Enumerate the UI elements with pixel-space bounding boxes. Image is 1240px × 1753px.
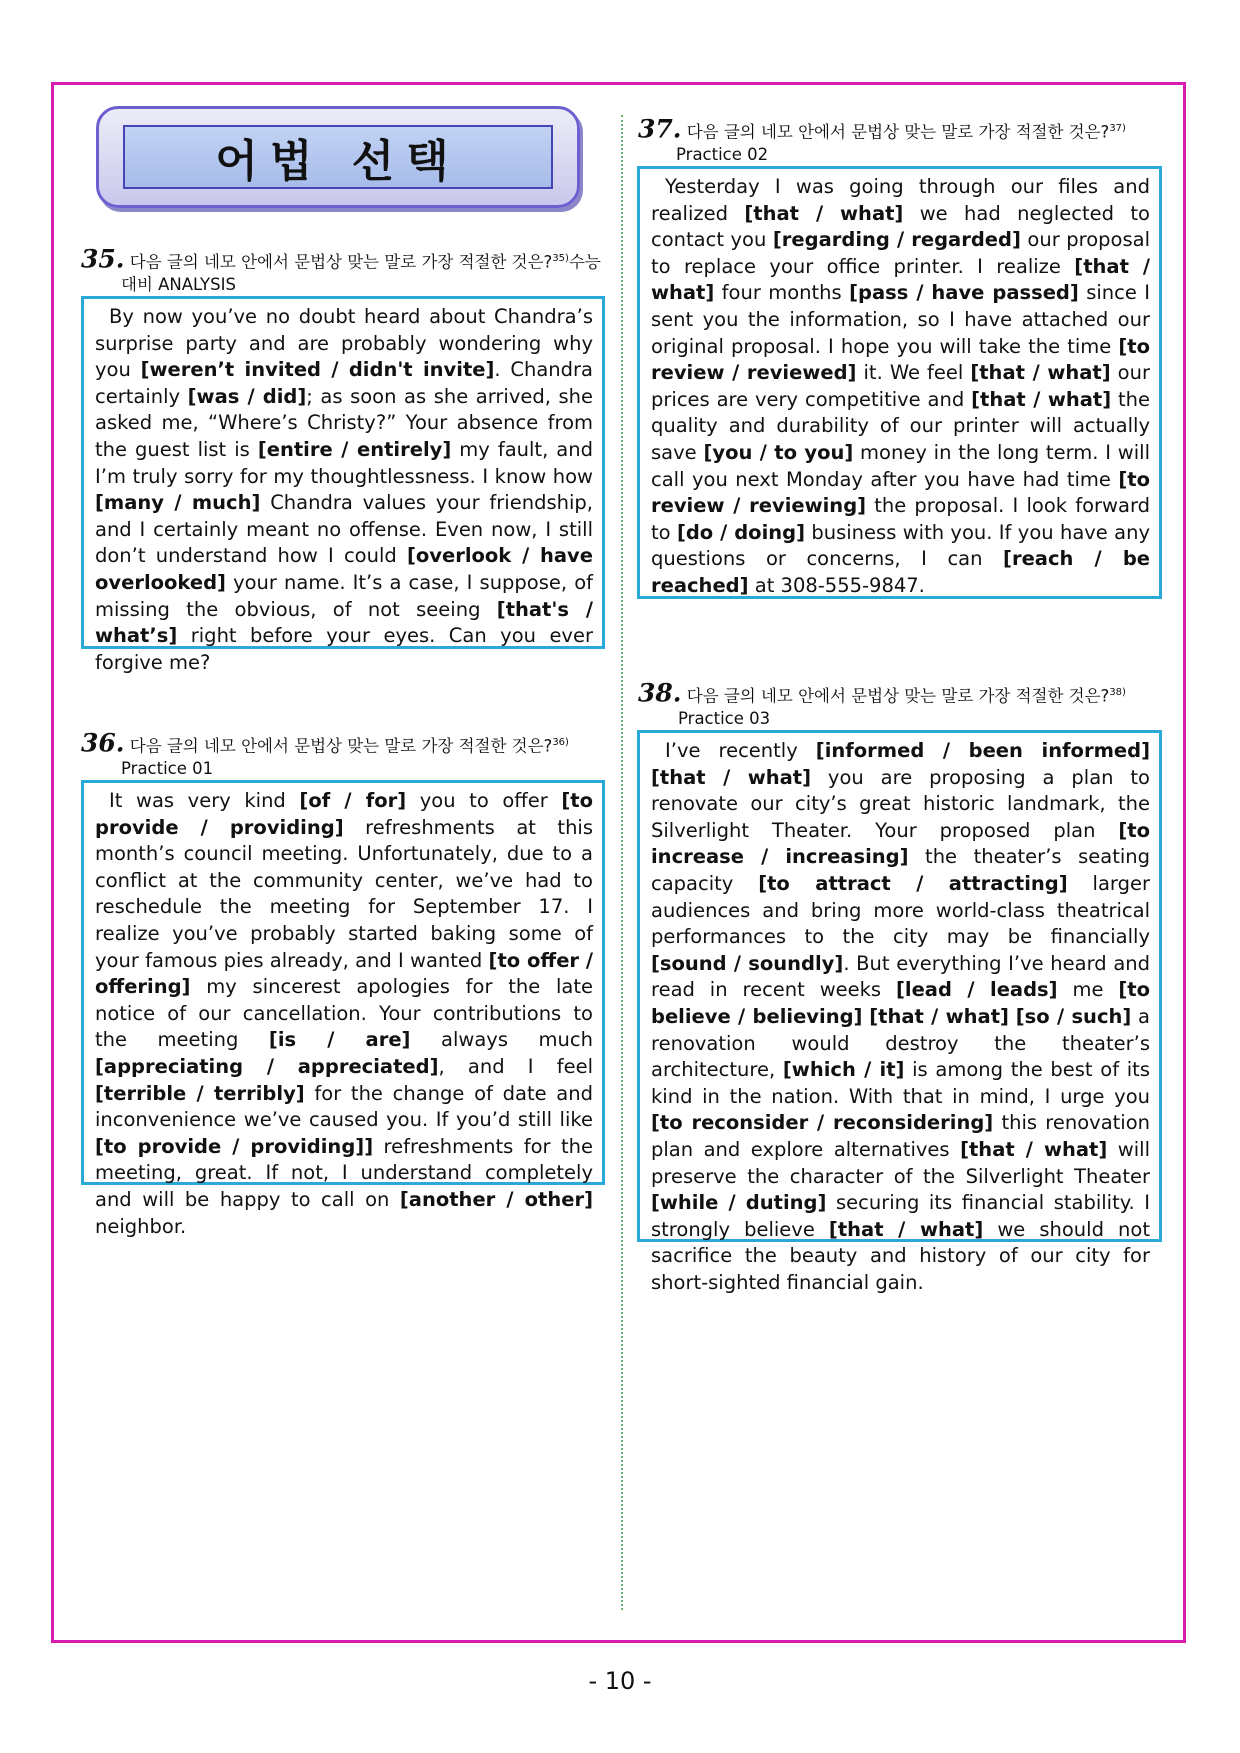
choice-bracket: [terrible / terribly] xyxy=(95,1081,305,1105)
passage-text: I’ve recently xyxy=(665,739,816,762)
question-35-passage xyxy=(81,296,605,674)
question-38-header xyxy=(638,678,1168,731)
choice-bracket: [that / what] xyxy=(970,361,1111,385)
question-36-prompt: 다음 글의 네모 안에서 문법상 맞는 말로 가장 적절한 것은? xyxy=(129,736,553,756)
choice-bracket: [that / what] xyxy=(651,765,812,789)
question-38-prompt: 다음 글의 네모 안에서 문법상 맞는 말로 가장 적절한 것은? xyxy=(686,686,1110,706)
question-38-source: Practice 03 xyxy=(678,708,771,728)
passage-text: is among the best of its kind in the nation. With that in mind, I urge you xyxy=(651,1058,1150,1108)
choice-bracket: [to increase / increasing] xyxy=(651,818,1150,869)
passage-text: your name. It’s a case, I suppose, of missing the obvious, of not seeing xyxy=(95,570,593,621)
passage-text: refreshments for the meeting, great. If not, I understand completely and will be happy to call on xyxy=(95,1134,593,1211)
passage-text: at 308-555-9847. xyxy=(748,573,925,597)
choice-bracket: [to believe / believing] xyxy=(651,978,1151,1028)
choice-bracket: [of / for] xyxy=(299,789,407,812)
choice-bracket: [regarding / regarded] xyxy=(772,228,1021,252)
passage-text: will preserve the character of the Silverlight Theater xyxy=(651,1137,1150,1188)
passage-text: the theater’s seating capacity xyxy=(651,845,1151,895)
question-35-prompt: 다음 글의 네모 안에서 문법상 맞는 말로 가장 적절한 것은? xyxy=(129,252,553,272)
question-37-source: Practice 02 xyxy=(676,144,769,164)
choice-bracket: [that / what] xyxy=(744,201,904,225)
passage-text: ; as soon as she arrived, she asked me, “Where’s Christy?” Your absence from the guest list is xyxy=(95,384,594,461)
choice-bracket: [sound / soundly] xyxy=(651,951,844,975)
choice-bracket: [to offer / offering] xyxy=(95,948,593,999)
passage-text: my sincerest apologies for the late notice of our cancellation. Your contributions to the meeting xyxy=(95,975,593,1052)
passage-text: for the change of date and inconvenience we’ve caused you. If you’d still like xyxy=(95,1081,593,1132)
question-35-suffix: 수능 xyxy=(568,252,601,272)
question-37-passage xyxy=(637,166,1162,599)
passage-text: a renovation would destroy the theater’s architecture, xyxy=(651,1004,1151,1082)
title-banner xyxy=(96,106,580,208)
choice-bracket: [so / such] xyxy=(1015,1004,1132,1028)
passage-text: business with you. If you have any questions or concerns, I can xyxy=(651,520,1151,571)
question-38-number: 38. xyxy=(638,678,682,708)
passage-text: By now you’ve no doubt heard about Chandra’s surprise party and are probably wondering why you xyxy=(95,305,593,382)
passage-text: Chandra values your friendship, and I certainly meant no offense. Even now, I still don’t understand how I could xyxy=(95,491,593,568)
passage-text: . Chandra certainly xyxy=(95,358,593,408)
choice-bracket: [was / did] xyxy=(187,384,307,408)
choice-bracket: [another / other] xyxy=(399,1187,593,1211)
passage-text: four months xyxy=(714,281,850,305)
question-37-text xyxy=(651,174,1150,600)
passage-text: always much xyxy=(410,1028,593,1052)
choice-bracket: [that / what] xyxy=(960,1137,1108,1161)
choice-bracket: [is / are] xyxy=(268,1028,411,1052)
passage-text: money in the long term. I will call you next Monday after you have had time xyxy=(651,440,1150,491)
choice-bracket: [while / duting] xyxy=(651,1191,827,1215)
choice-bracket: [which / it] xyxy=(782,1058,905,1082)
question-38-passage xyxy=(637,730,1162,1294)
choice-bracket: [appreciating / appreciated] xyxy=(95,1054,439,1078)
passage-text: it. We feel xyxy=(856,361,971,385)
question-37-header xyxy=(638,114,1168,167)
passage-text: we had neglected to contact you xyxy=(651,201,1150,252)
choice-bracket: [entire / entirely] xyxy=(257,437,452,461)
choice-bracket: [that's / what’s] xyxy=(95,597,593,648)
passage-text: the proposal. I look forward to xyxy=(651,494,1150,544)
passage-text: . But everything I’ve heard and read in recent weeks xyxy=(651,951,1150,1002)
choice-bracket: [that / what] xyxy=(869,1004,1009,1028)
column-divider xyxy=(621,115,623,1610)
choice-bracket: [reach / be reached] xyxy=(651,547,1150,597)
question-35-number: 35. xyxy=(81,244,125,274)
passage-text: Yesterday I was going through our files and realized xyxy=(651,175,1150,225)
question-38-footnote: 38) xyxy=(1109,687,1126,698)
passage-text: we should not sacrifice the beauty and history of our city for short-sighted financial gain. xyxy=(651,1217,1150,1294)
choice-bracket: [pass / have passed] xyxy=(849,281,1079,305)
page-title: 어법 선택 xyxy=(215,136,461,187)
choice-bracket: [to reconsider / reconsidering] xyxy=(651,1111,994,1135)
question-36-source: Practice 01 xyxy=(121,758,214,778)
question-37-prompt: 다음 글의 네모 안에서 문법상 맞는 말로 가장 적절한 것은? xyxy=(686,122,1110,142)
question-38-text xyxy=(651,738,1150,1296)
question-35-source: 대비 ANALYSIS xyxy=(121,274,236,294)
passage-text: you to offer xyxy=(406,789,562,812)
title-banner-inner xyxy=(123,125,553,189)
page-number: - 10 - xyxy=(588,1667,652,1695)
passage-text: since I sent you the information, so I have attached our original proposal. I hope you will take the time xyxy=(651,281,1150,358)
passage-text: securing its financial stability. I strongly believe xyxy=(651,1191,1151,1241)
passage-text: this renovation plan and explore alternatives xyxy=(651,1111,1150,1161)
question-35-text xyxy=(95,304,593,676)
question-36-passage xyxy=(81,780,605,1238)
passage-text xyxy=(1009,1005,1016,1028)
passage-text: the quality and durability of our printer will actually save xyxy=(651,387,1150,464)
passage-text: our proposal to replace your office printer. I realize xyxy=(651,228,1150,278)
passage-text: , and I feel xyxy=(438,1054,594,1078)
question-36-number: 36. xyxy=(81,728,125,758)
passage-text: me xyxy=(1057,978,1119,1002)
question-37-number: 37. xyxy=(638,114,682,144)
choice-bracket: [to provide / providing] xyxy=(95,789,593,839)
choice-bracket: [to review / reviewing] xyxy=(651,467,1150,518)
choice-bracket: [to provide / providing]] xyxy=(95,1134,374,1158)
choice-bracket: [do / doing] xyxy=(676,520,806,544)
passage-text: neighbor. xyxy=(95,1214,187,1238)
question-37-footnote: 37) xyxy=(1109,123,1126,134)
choice-bracket: [that / what] xyxy=(651,254,1150,305)
passage-text: It was very kind xyxy=(109,789,300,812)
question-36-text xyxy=(95,788,593,1240)
question-36-header xyxy=(81,728,611,781)
passage-text: my fault, and I’m truly sorry for my thoughtlessness. I know how xyxy=(95,437,593,488)
choice-bracket: [overlook / have overlooked] xyxy=(95,544,593,594)
choice-bracket: [to review / reviewed] xyxy=(651,334,1150,385)
choice-bracket: [that / what] xyxy=(828,1217,984,1241)
question-35-footnote: 35) xyxy=(552,253,569,264)
choice-bracket: [lead / leads] xyxy=(895,978,1058,1002)
passage-text: you are proposing a plan to renovate our city’s great historic landmark, the Silverlight Theater. Your proposed plan xyxy=(651,765,1150,842)
passage-text: our prices are very competitive and xyxy=(651,361,1150,411)
choice-bracket: [weren’t invited / didn't invite] xyxy=(140,358,495,382)
question-35-header xyxy=(81,244,611,297)
passage-text: larger audiences and bring more world-class theatrical performances to the city may be financially xyxy=(651,871,1150,949)
choice-bracket: [many / much] xyxy=(95,491,261,515)
choice-bracket: [informed / been informed] xyxy=(815,739,1150,762)
choice-bracket: [to attract / attracting] xyxy=(758,871,1068,895)
passage-text: right before your eyes. Can you ever forgive me? xyxy=(95,624,593,674)
question-36-footnote: 36) xyxy=(552,737,569,748)
passage-text: refreshments at this month’s council meeting. Unfortunately, due to a conflict at the community center, we’ve had to reschedule the meeting for September 17. I realize you’ve probably started baking some of your famous pies already, and I wanted xyxy=(95,815,594,972)
choice-bracket: [that / what] xyxy=(971,387,1112,411)
choice-bracket: [you / to you] xyxy=(703,440,854,464)
